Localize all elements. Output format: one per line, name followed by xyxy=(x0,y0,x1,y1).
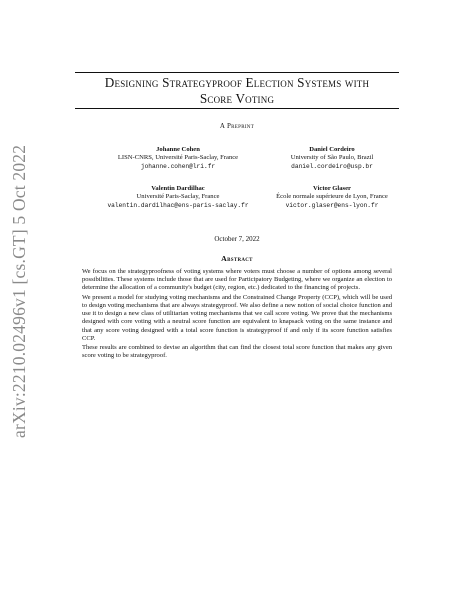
author-email[interactable]: daniel.cordeiro@usp.br xyxy=(291,162,373,170)
author-block xyxy=(242,185,422,210)
abstract-heading: Abstract xyxy=(221,254,253,263)
title-top-rule xyxy=(75,72,399,73)
arxiv-identifier: arXiv:2210.02496v1 [cs.GT] 5 Oct 2022 xyxy=(9,144,29,438)
publication-date: October 7, 2022 xyxy=(214,235,260,243)
paper-title xyxy=(75,75,399,107)
author-block xyxy=(88,185,268,210)
title-line-1: Designing Strategyproof Election Systems with xyxy=(104,75,370,90)
author-name: Valentin Dardilhac xyxy=(151,185,205,192)
author-email[interactable]: johanne.cohen@lri.fr xyxy=(140,162,216,170)
author-affiliation: University of São Paulo, Brazil xyxy=(290,154,374,162)
author-affiliation: Université Paris-Saclay, France xyxy=(136,193,220,201)
author-affiliation: École normale supérieure de Lyon, France xyxy=(276,193,388,201)
abstract-paragraph: These results are combined to devise an algorithm that can find the closest total score function that makes any given score voting to be strategyproof. xyxy=(82,344,392,360)
abstract-paragraph: We present a model for studying voting mechanisms and the Constrained Change Property (CCP), which will be used to design voting mechanisms that are always strategyproof. We also define a new notion of social choice function and use it to design a new class of utilitarian voting mechanisms that we call score voting. We prove that the mechanisms designed with core voting with a neutral score function are equivalent to knapsack voting on the same instance and that any score voting designed with a total score function is strategyproof if and only if its score function satisfies CCP. xyxy=(82,293,392,342)
author-block xyxy=(88,146,268,171)
author-affiliation: LISN-CNRS, Université Paris-Saclay, France xyxy=(117,154,239,162)
abstract-body xyxy=(82,268,392,362)
author-email[interactable]: victor.glaser@ens-lyon.fr xyxy=(285,201,379,209)
author-block xyxy=(242,146,422,171)
abstract-paragraph: We focus on the strategyproofness of voting systems where voters must choose a number of options among several possibilities. These systems include those that are used for Participatory Budgeting, where we organize an election to determine the allocation of a community's budget (city, region, etc.) dedicated to the financing of projects. xyxy=(82,268,392,292)
title-bottom-rule xyxy=(75,108,399,109)
author-name: Johanne Cohen xyxy=(156,146,200,153)
preprint-label: A Preprint xyxy=(219,122,255,130)
author-name: Daniel Cordeiro xyxy=(309,146,355,153)
title-line-2: Score Voting xyxy=(199,91,275,106)
author-name: Victor Glaser xyxy=(313,185,351,192)
author-email[interactable]: valentin.dardilhac@ens-paris-saclay.fr xyxy=(107,201,249,209)
